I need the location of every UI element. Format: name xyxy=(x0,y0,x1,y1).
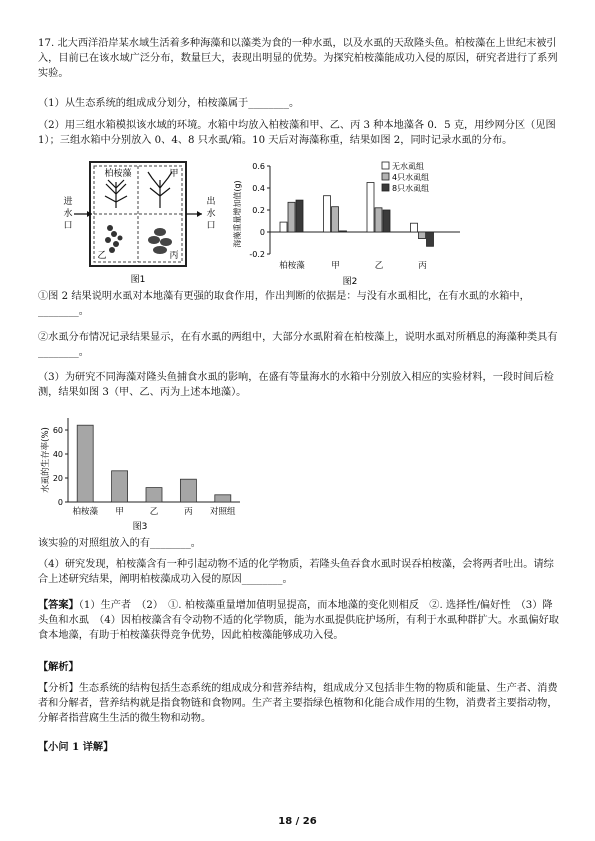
fig2-bar xyxy=(332,207,339,232)
figure-1-tank-diagram xyxy=(60,158,220,288)
fig2-ylabel: 海藻重量增加值(g) xyxy=(233,180,242,248)
fig3-ytick-label: 0 xyxy=(57,498,63,507)
fig2-legend-swatch xyxy=(382,162,389,169)
fig2-ytick-label: 0.2 xyxy=(252,206,265,215)
answer-label: 【答案】 xyxy=(38,599,79,611)
fig3-xtick-label: 柏桉藻 xyxy=(72,507,98,517)
fig2-ytick-label: 0.6 xyxy=(252,162,265,171)
question-part-3: （3）为研究不同海藻对隆头鱼捕食水虱的影响，在盛有等量海水的水箱中分别放入相应的实验材料，一段时间后检测，结果如图 3（甲、乙、丙为上述本地藻）。 xyxy=(38,372,554,398)
fig2-xtick-label: 乙 xyxy=(374,261,384,271)
fig2-bar xyxy=(411,223,418,232)
subquestion-1-heading: 【小问 1 详解】 xyxy=(38,741,114,753)
analysis-text: 【分析】生态系统的结构包括生态系统的组成成分和营养结构，组成成分又包括非生物的物质和能量、生产者、消费者和分解者，营养结构就是指食物链和食物网。生产者主要指绿色植物和化能合成作用的生物，消费者主要指动物，分解者指营腐生生活的微生物和动物。 xyxy=(38,683,558,724)
page-number: 18 / 26 xyxy=(278,816,317,827)
fig3-xtick-label: 乙 xyxy=(149,507,159,517)
answer-text: （1）生产者 （2） ①. 柏桉藻重量增加值明显提高，而本地藻的变化则相反 ②. 选择性/偏好性 （3）降头鱼和水虱 （4）因柏桉藻含有令动物不适的化学物质，能为水虱提供庇护场所，有利于水虱种群扩大。水虱偏好取食本地藻，有助于柏桉藻获得竞争优势，因此柏桉藻能够成功入侵。 xyxy=(38,600,559,641)
fig2-bar xyxy=(427,232,434,246)
fig2-legend-label: 8只水虱组 xyxy=(392,184,430,193)
answer-block xyxy=(38,598,560,643)
inlet-label: 进水口 xyxy=(63,197,73,231)
question-part-2-i: ①图 2 结果说明水虱对本地藻有更强的取食作用，作出判断的依据是：与没有水虱相比，在有水虱的水箱中，________。 xyxy=(38,291,530,317)
outlet-label: 出水口 xyxy=(206,197,216,231)
question-part-4: （4）研究发现，柏桉藻含有一种引起动物不适的化学物质，若隆头鱼吞食水虱时误吞柏桉藻，会将两者吐出。请综合上述研究结果，阐明柏桉藻成功入侵的原因________。 xyxy=(38,559,554,585)
seaweed-baianzao-icon xyxy=(105,180,127,208)
fig2-legend-label: 无水虱组 xyxy=(392,162,424,171)
fig2-ytick-label: 0.4 xyxy=(252,184,265,193)
fig2-xtick-label: 丙 xyxy=(418,261,427,271)
question-part-3-followup: 该实验的对照组放入的有________。 xyxy=(38,538,201,549)
outlet-arrowhead xyxy=(197,211,202,217)
question-part-2-ii: ②水虱分布情况记录结果显示，在有水虱的两组中，大部分水虱附着在柏桉藻上，说明水虱对所栖息的海藻种类具有________。 xyxy=(38,332,558,358)
fig2-bar xyxy=(383,210,390,232)
fig3-bar xyxy=(146,488,162,502)
fig3-bar xyxy=(77,425,93,502)
cell-label-bing: 丙 xyxy=(169,251,179,261)
figure-2-chart xyxy=(230,156,470,290)
fig2-legend-swatch xyxy=(382,173,389,180)
figure-3-chart xyxy=(36,410,246,534)
seaweed-yi-icon xyxy=(105,225,123,253)
fig3-ylabel: 水虱的生存率(%) xyxy=(41,427,51,493)
fig2-xtick-label: 柏桉藻 xyxy=(279,261,305,271)
question-part-2: （2）用三组水箱模拟该水域的环境。水箱中均放入柏桉藻和甲、乙、丙 3 种本地藻各 0．5 克，用纱网分区（见图 1）；三组水箱中分别放入 0、4、8 只水虱/箱。10 天后对海藻称重，结果如图 2，同时记录水虱的分布。 xyxy=(38,120,559,146)
figure-3-caption: 图3 xyxy=(132,522,148,532)
fig3-xtick-label: 甲 xyxy=(115,507,124,517)
fig3-xtick-label: 丙 xyxy=(184,507,193,517)
fig2-bar xyxy=(280,222,287,232)
fig3-bar xyxy=(112,471,128,502)
analysis-label: 【解析】 xyxy=(38,661,79,673)
fig2-bar xyxy=(375,208,382,232)
fig3-ytick-label: 40 xyxy=(52,450,63,459)
figure-2-caption: 图2 xyxy=(342,277,358,287)
fig3-bar xyxy=(180,479,196,502)
seaweed-jia-icon xyxy=(148,172,172,208)
fig2-bar xyxy=(324,196,331,232)
fig2-ytick-label: 0 xyxy=(259,228,265,237)
fig2-bar xyxy=(367,183,374,233)
fig3-bar xyxy=(215,495,231,502)
fig2-xtick-label: 甲 xyxy=(331,261,340,271)
fig3-ytick-label: 60 xyxy=(52,426,63,435)
fig2-legend-swatch xyxy=(382,184,389,191)
fig3-ytick-label: 20 xyxy=(52,474,63,483)
cell-label-yi: 乙 xyxy=(97,251,107,261)
cell-label-baianzao: 柏桉藻 xyxy=(104,169,132,179)
cell-label-jia: 甲 xyxy=(169,169,179,179)
fig3-xtick-label: 对照组 xyxy=(210,507,236,517)
figure-1-caption: 图1 xyxy=(130,275,146,285)
fig2-legend-label: 4只水虱组 xyxy=(392,173,430,182)
fig2-bar xyxy=(296,200,303,232)
question-part-1: （1）从生态系统的组成成分划分，柏桉藻属于________。 xyxy=(38,98,300,109)
question-intro: 17. 北大西洋沿岸某水域生活着多种海藻和以藻类为食的一种水虱，以及水虱的天敌隆头鱼。柏桉藻在上世纪末被引入，目前已在该水域广泛分布，数量巨大，表现出明显的优势。为探究柏桉藻能成功入侵的原因，研究者进行了系列实验。 xyxy=(38,38,558,79)
seaweed-bing-icon xyxy=(148,228,172,254)
fig2-bar xyxy=(340,231,347,232)
fig2-ytick-label: -0.2 xyxy=(249,250,265,259)
fig2-bar xyxy=(419,232,426,239)
fig2-bar xyxy=(288,202,295,232)
